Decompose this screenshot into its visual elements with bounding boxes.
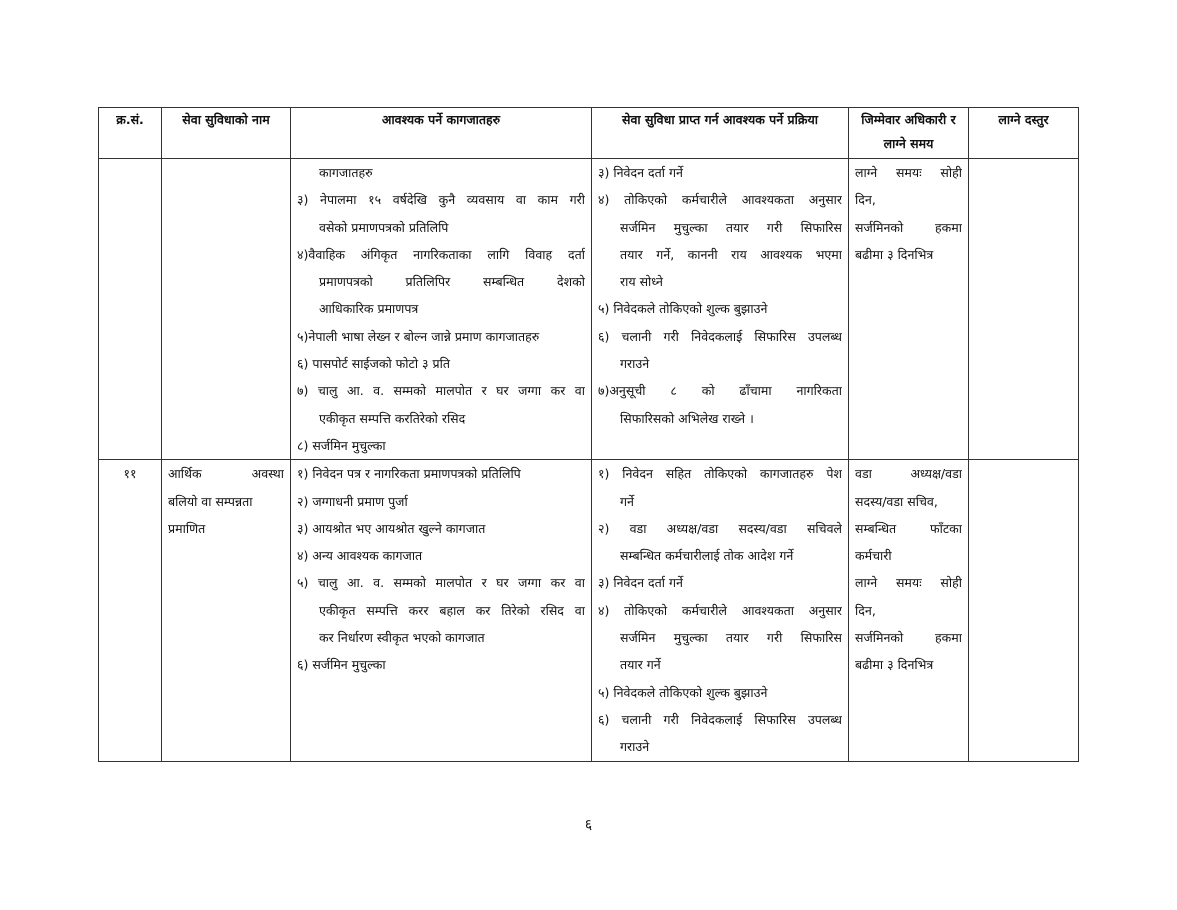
serial-number-cell (99, 159, 162, 460)
header-service-name: सेवा सुविधाको नाम (162, 108, 291, 159)
officer-cell (849, 159, 969, 460)
list-item: लाग्ने समयः सोही (855, 575, 962, 591)
list-item: कर निर्धारण स्वीकृत भएको कागजात (319, 630, 485, 646)
list-item: दिन, (855, 192, 876, 208)
list-item: ३) नेपालमा १५ वर्षदेखि कुनै व्यवसाय वा काम गरी (297, 192, 585, 208)
list-item: एकीकृत सम्पत्ति करतिरेको रसिद (319, 410, 466, 426)
list-item: लाग्ने समयः सोही (855, 165, 962, 180)
list-item: सर्जमिन मुचुल्का तयार गरी सिफारिस (620, 630, 842, 646)
list-item: १) निवेदन पत्र र नागरिकता प्रमाणपत्रको प्रतिलिपि (297, 466, 521, 482)
serial-number-cell: ११ (99, 460, 162, 761)
list-item: सम्बन्धित फाँटका (855, 520, 962, 536)
list-item: ६) चलानी गरी निवेदकलाई सिफारिस उपलब्ध (598, 328, 842, 344)
services-table (98, 107, 1079, 762)
list-item: बढीमा ३ दिनभित्र (855, 657, 934, 673)
list-item: ५) निवेदकले तोकिएको शुल्क बुझाउने (598, 684, 768, 700)
list-item: सर्जमिनको हकमा (855, 219, 962, 235)
list-item: १) निवेदन सहित तोकिएको कागजातहरु पेश (598, 466, 842, 482)
page-number: ६ (584, 817, 593, 833)
process-cell (592, 460, 849, 761)
list-item: ७)अनुसूची ८ को ढाँचामा नागरिकता (598, 383, 842, 399)
list-item: कर्मचारी (855, 548, 892, 564)
list-item: ५)नेपाली भाषा लेख्न र बोल्न जान्ने प्रमाण कागजातहरु (297, 328, 540, 344)
list-item: एकीकृत सम्पत्ति करर बहाल कर तिरेको रसिद वा (319, 602, 585, 618)
list-item: ७) चालु आ. व. सम्मको मालपोत र घर जग्गा कर वा (297, 383, 585, 399)
table-row (99, 159, 1079, 460)
header-fee: लाग्ने दस्तुर (969, 108, 1079, 159)
list-item: ४) अन्य आवश्यक कागजात (297, 548, 423, 564)
list-item: कागजातहरु (319, 165, 373, 180)
list-item: ३) निवेदन दर्ता गर्ने (598, 165, 683, 180)
list-item: ४) तोकिएको कर्मचारीले आवश्यकता अनुसार (598, 192, 842, 208)
list-item: दिन, (855, 602, 876, 618)
list-item: वडा अध्यक्ष/वडा (855, 466, 962, 482)
service-name-line: बलियो वा सम्पन्नता (168, 493, 253, 509)
list-item: प्रमाणपत्रको प्रतिलिपिर सम्बन्धित देशको (319, 274, 585, 290)
process-cell (592, 159, 849, 460)
list-item: ४)वैवाहिक अंगिकृत नागरिकताका लागि विवाह दर्ता (297, 246, 585, 262)
list-item: ४) तोकिएको कर्मचारीले आवश्यकता अनुसार (598, 602, 842, 618)
list-item: गर्ने (620, 493, 634, 509)
list-item: आधिकारिक प्रमाणपत्र (319, 301, 419, 317)
list-item: ६) पासपोर्ट साईजको फोटो ३ प्रति (297, 356, 450, 372)
service-name-cell (162, 159, 291, 460)
table-header-row (99, 108, 1079, 159)
list-item: ३) आयश्रोत भए आयश्रोत खुल्ने कागजात (297, 520, 486, 536)
list-item: ६) सर्जमिन मुचुल्का (297, 657, 386, 673)
list-item: सिफारिसको अभिलेख राख्ने । (620, 410, 754, 426)
list-item: बढीमा ३ दिनभित्र (855, 246, 934, 262)
service-name-line: प्रमाणित (168, 520, 206, 536)
list-item: तयार गर्ने (620, 657, 661, 673)
list-item: ५) निवेदकले तोकिएको शुल्क बुझाउने (598, 301, 768, 317)
fee-cell (969, 159, 1079, 460)
list-item: ८) सर्जमिन मुचुल्का (297, 437, 386, 453)
fee-cell (969, 460, 1079, 761)
header-required-documents: आवश्यक पर्ने कागजातहरु (291, 108, 592, 159)
header-serial-number: क्र.सं. (99, 108, 162, 159)
documents-cell (291, 159, 592, 460)
list-item: ५) चालु आ. व. सम्मको मालपोत र घर जग्गा कर वा (297, 575, 585, 591)
service-name-line: आर्थिक अवस्था (168, 466, 284, 482)
service-name-cell (162, 460, 291, 761)
list-item: सम्बन्धित कर्मचारीलाई तोक आदेश गर्ने (620, 548, 794, 564)
list-item: गराउने (620, 356, 650, 372)
list-item: तयार गर्ने, काननी राय आवश्यक भएमा (620, 246, 842, 262)
list-item: २) जग्गाधनी प्रमाण पुर्जा (297, 493, 408, 509)
list-item: ३) निवेदन दर्ता गर्ने (598, 575, 683, 591)
list-item: वसेको प्रमाणपत्रको प्रतिलिपि (319, 219, 449, 235)
list-item: सर्जमिनको हकमा (855, 630, 962, 646)
table-row (99, 460, 1079, 761)
list-item: २) वडा अध्यक्ष/वडा सदस्य/वडा सचिवले (598, 520, 842, 536)
header-process: सेवा सुविधा प्राप्त गर्न आवश्यक पर्ने प्रक्रिया (592, 108, 849, 159)
list-item: गराउने (620, 739, 650, 755)
documents-cell (291, 460, 592, 761)
list-item: सर्जमिन मुचुल्का तयार गरी सिफारिस (620, 219, 842, 235)
list-item: राय सोध्ने (620, 274, 663, 290)
officer-cell (849, 460, 969, 761)
list-item: ६) चलानी गरी निवेदकलाई सिफारिस उपलब्ध (598, 711, 842, 727)
list-item: सदस्य/वडा सचिव, (855, 493, 938, 509)
header-responsible-officer: जिम्मेवार अधिकारी र लाग्ने समय (849, 108, 969, 159)
